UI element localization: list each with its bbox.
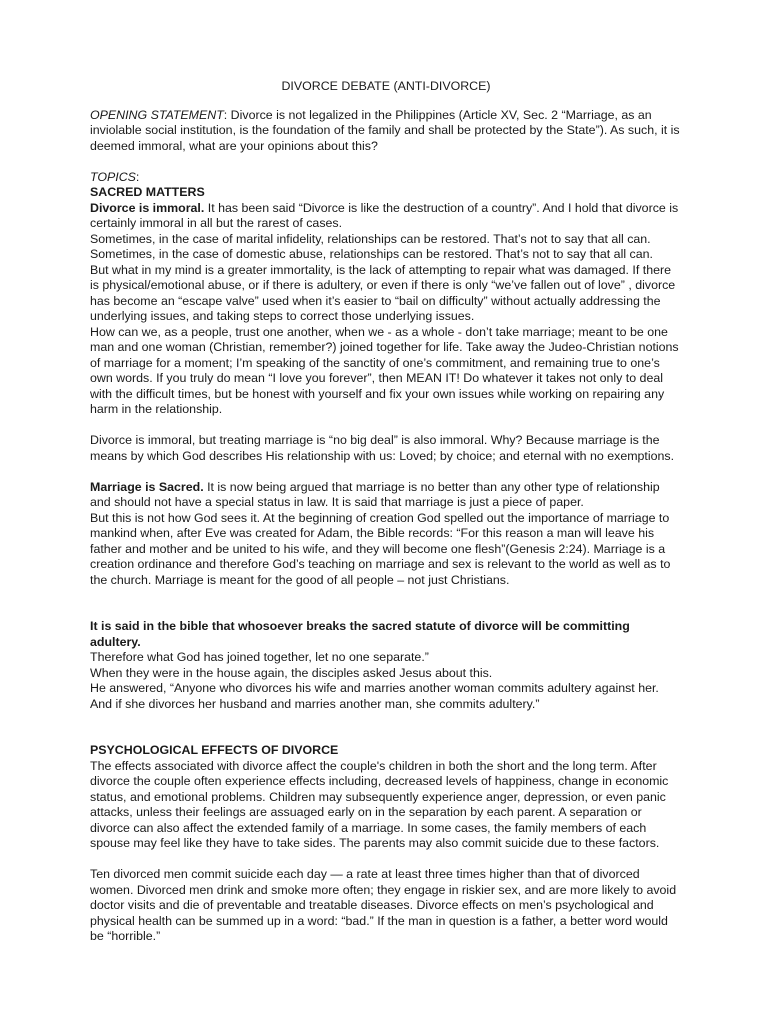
document-page xyxy=(90,79,682,945)
psych-heading: PSYCHOLOGICAL EFFECTS OF DIVORCE xyxy=(90,743,339,757)
marriage-sacred-paragraph: Marriage is Sacred. It is now being argued that marriage is no better than any other type of relationship and should not have a special status in law. It is said that marriage is just a piece of paper. xyxy=(90,479,660,509)
topics-label: TOPICS xyxy=(90,169,136,184)
paragraph-gods-view: But this is not how God sees it. At the beginning of creation God spelled out the importance of marriage to mankind when, after Eve was created for Adam, the Bible records: “For this reason a man will leave his father and mother and be united to his wife, and they will become one flesh”(Genesis 2:24). Marriage is a creation ordinance and therefore God’s teaching on marriage and sex is relevant to the world as well as to the church. Marriage is meant for the good of all people – not just Christians. xyxy=(90,510,671,587)
topics-line: TOPICS: xyxy=(90,169,140,184)
paragraph-abuse: Sometimes, in the case of domestic abuse, relationships can be restored. That’s not to say that all can. xyxy=(90,247,653,261)
paragraph-trust: How can we, as a people, trust one another, when we - as a whole - don’t take marriage; meant to be one man and one woman (Christian, remember?) joined together for life. Take away the Judeo-Christian notions of marriage for a moment; I’m speaking of the sanctity of one’s commitment, and remaining true to one’s own words. If you truly do mean “I love you forever”, then MEAN IT! Do whatever it takes not only to deal with the difficult times, but be honest with yourself and fix your own issues while working on repairing any harm in the relationship. xyxy=(90,324,679,416)
bible-line-1: Therefore what God has joined together, let no one separate.” xyxy=(90,650,429,664)
psych-paragraph-1: The effects associated with divorce affect the couple's children in both the short and the long term. After divorce the couple often experience effects including, decreased levels of happiness, change in economic status, and emotional problems. Children may subsequently experience anger, depression, or even panic attacks, unless their feelings are assuaged early on in the separation by each parent. A separation or divorce can also affect the extended family of a marriage. In some cases, the family members of each spouse may feel like they have to take sides. The parents may also commit suicide due to these factors. xyxy=(90,758,669,850)
bible-line-4: And if she divorces her husband and marries another man, she commits adultery.” xyxy=(90,696,540,711)
divorce-immoral-paragraph: Divorce is immoral. It has been said “Divorce is like the destruction of a country”. And I hold that divorce is certainly immoral in all but the rarest of cases. xyxy=(90,200,679,230)
bible-heading: It is said in the bible that whosoever breaks the sacred statute of divorce will be committing adultery. xyxy=(90,619,630,649)
sacred-matters-heading: SACRED MATTERS xyxy=(90,185,205,199)
paragraph-immortality: But what in my mind is a greater immortality, is the lack of attempting to repair what was damaged. If there is physical/emotional abuse, or if there is adultery, or even if there is only “we’ve fallen out of love” , divorce has become an “escape valve” used when it’s easier to “bail on difficulty” without actually addressing the underlying issues, and taking steps to correct those underlying issues. xyxy=(90,262,676,323)
opening-text: : Divorce is not legalized in the Philippines (Article XV, Sec. 2 “Marriage, as an inviolable social institution, is the foundation of the family and shall be protected by the State”). As such, it is deemed immoral, what are your opinions about this? xyxy=(90,107,680,153)
marriage-sacred-lead: Marriage is Sacred. xyxy=(90,479,204,494)
paragraph-no-big-deal: Divorce is immoral, but treating marriage is “no big deal” is also immoral. Why? Because marriage is the means by which God describes His relationship with us: Loved; by choice; and eternal with no exemptions. xyxy=(90,433,675,463)
opening-label: OPENING STATEMENT xyxy=(90,107,224,122)
paragraph-infidelity: Sometimes, in the case of marital infidelity, relationships can be restored. That’s not to say that all can. xyxy=(90,231,651,246)
divorce-immoral-lead: Divorce is immoral. xyxy=(90,200,205,215)
psych-paragraph-2: Ten divorced men commit suicide each day — a rate at least three times higher than that of divorced women. Divorced men drink and smoke more often; they engage in riskier sex, and are more likely to avoid doctor visits and die of preventable and treatable diseases. Divorce effects on men’s psychological and physical health can be summed up in a word: “bad.” If the man in question is a father, a better word would be “horrible.” xyxy=(90,867,677,943)
bible-line-2: When they were in the house again, the disciples asked Jesus about this. xyxy=(90,665,493,680)
document-title: DIVORCE DEBATE (ANTI-DIVORCE) xyxy=(281,79,491,93)
bible-line-3: He answered, “Anyone who divorces his wife and marries another woman commits adultery against her. xyxy=(90,681,659,695)
opening-statement xyxy=(90,108,682,155)
